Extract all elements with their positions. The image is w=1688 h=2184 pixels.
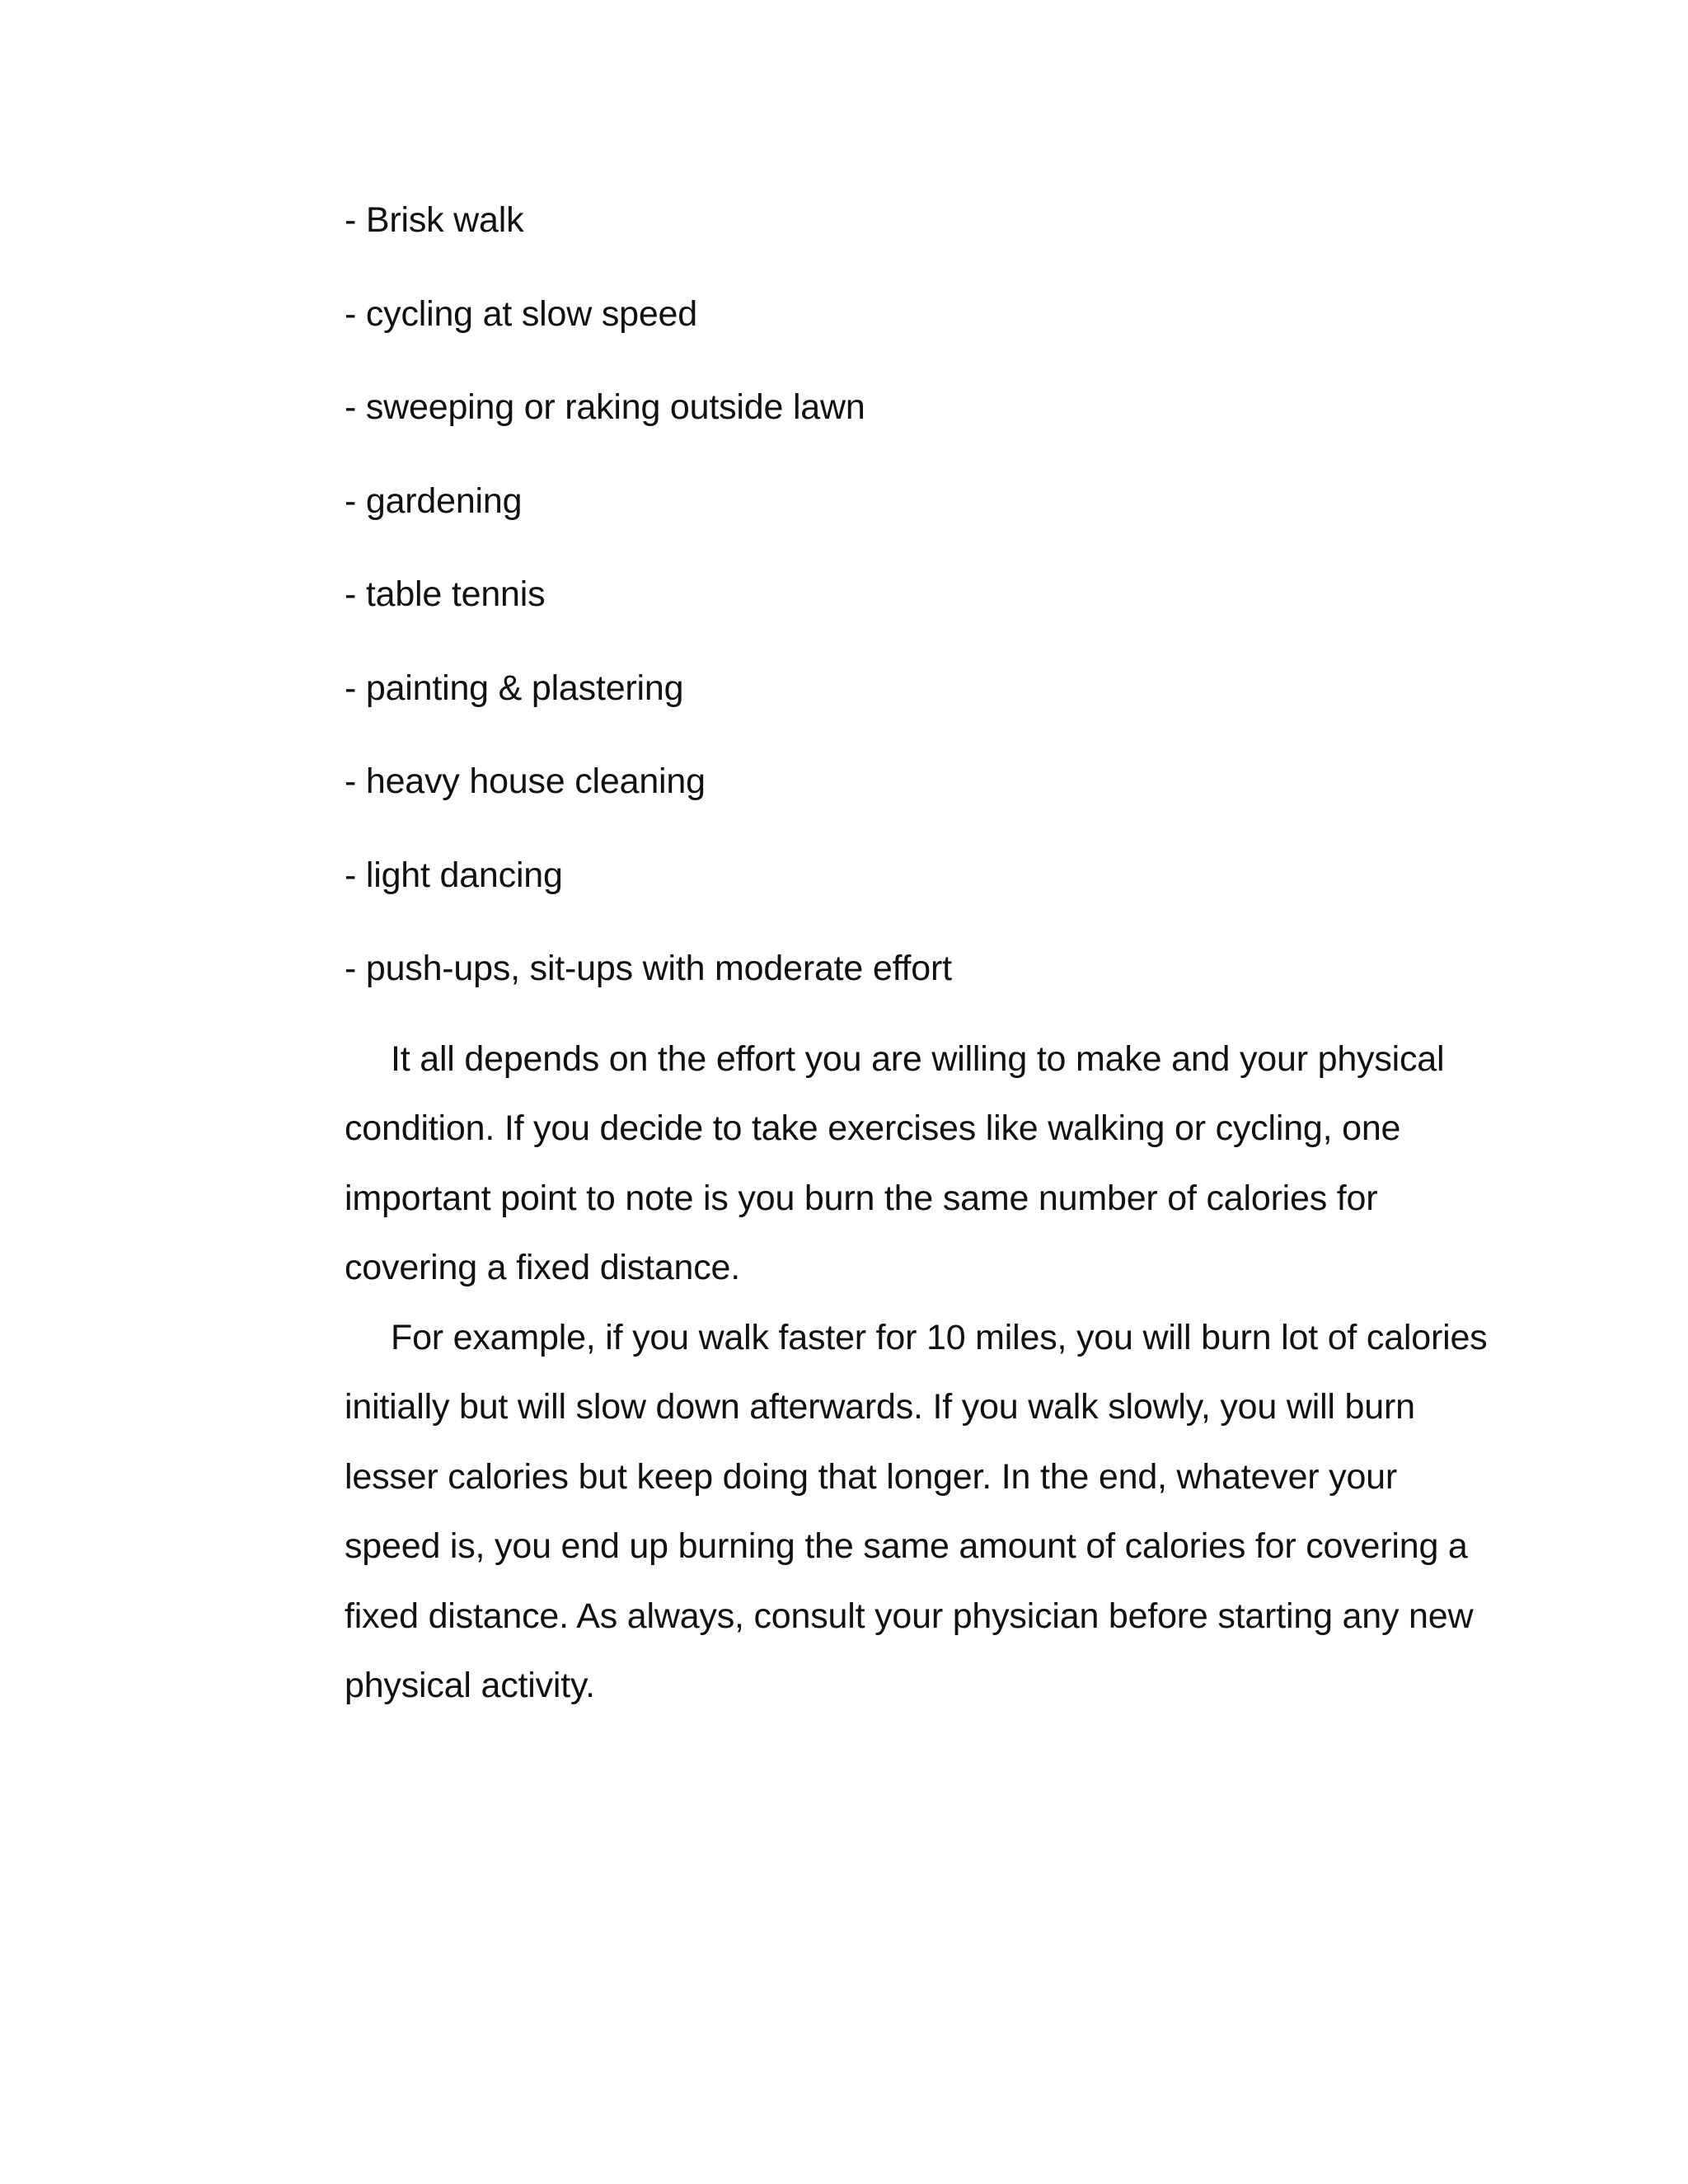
document-content (345, 191, 1492, 1721)
activity-item-sweeping: - sweeping or raking outside lawn (345, 387, 865, 427)
body-paragraph-effort: It all depends on the effort you are willing to make and your physical condition. If you decide to take exercises like walking or cycling, one important point to note is you burn the same number of calories for covering a fixed distance. (345, 1038, 1445, 1287)
activity-item-house-cleaning: - heavy house cleaning (345, 762, 706, 801)
activity-item-gardening: - gardening (345, 480, 523, 521)
activity-item-table-tennis: - table tennis (345, 574, 546, 614)
body-paragraph-example: For example, if you walk faster for 10 miles, you will burn lot of calories initially but will slow down afterwards. If you walk slowly, you will burn lesser calories but keep doing that longer. In the end, whatever your speed is, you end up burning the same amount of calories for covering a fixed distance. As always, consult your physician before starting any new physical activity. (345, 1317, 1488, 1705)
activity-item-painting: - painting & plastering (345, 668, 684, 708)
activity-item-light-dancing: - light dancing (345, 855, 563, 895)
activity-list (345, 191, 1492, 1033)
activity-item-push-ups: - push-ups, sit-ups with moderate effort (345, 949, 952, 988)
activity-item-brisk-walk: - Brisk walk (345, 200, 524, 240)
activity-item-cycling: - cycling at slow speed (345, 293, 697, 334)
